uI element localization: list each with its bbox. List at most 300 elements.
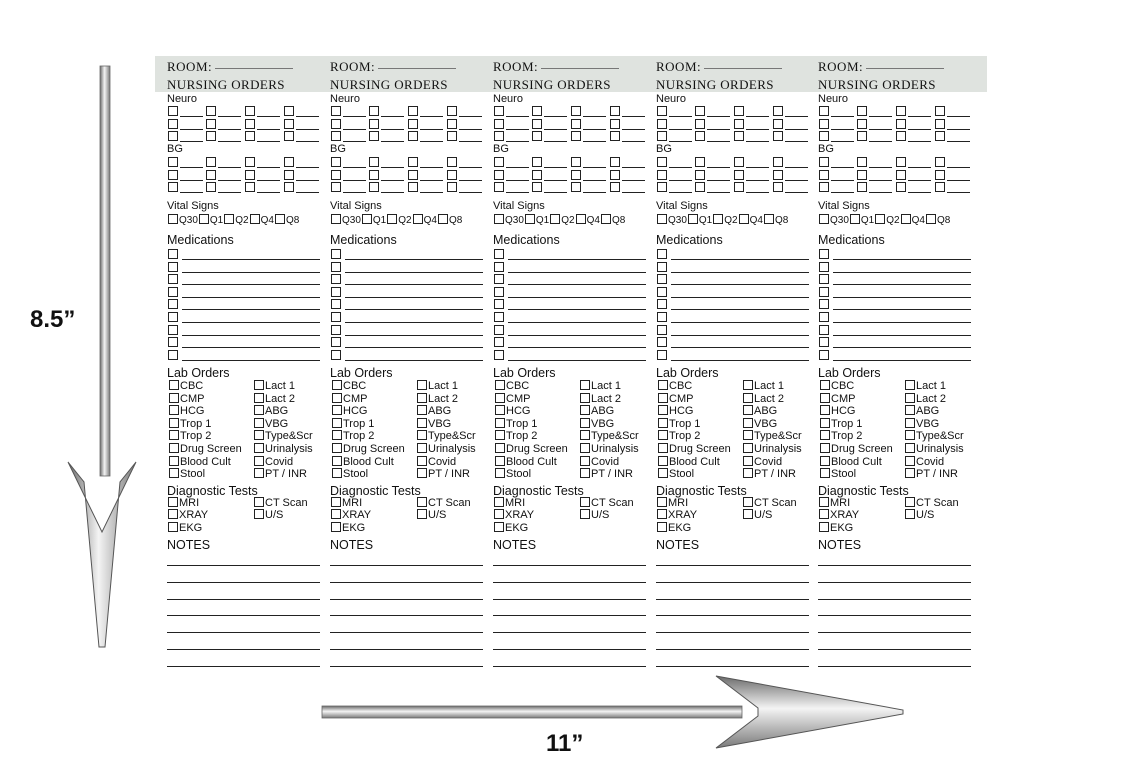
checkbox[interactable] (494, 262, 504, 272)
medication-line[interactable] (345, 347, 483, 348)
entry-line[interactable] (381, 180, 404, 181)
checkbox[interactable] (168, 522, 178, 532)
vital-option[interactable] (168, 214, 198, 226)
checkbox[interactable] (743, 497, 753, 507)
note-line[interactable] (167, 599, 320, 600)
checkbox[interactable] (254, 430, 264, 440)
checkbox[interactable] (532, 170, 542, 180)
checkbox[interactable] (819, 337, 829, 347)
checkbox[interactable] (245, 119, 255, 129)
entry-line[interactable] (180, 141, 203, 142)
vital-option[interactable] (739, 214, 763, 226)
checkbox-item[interactable] (743, 456, 782, 468)
checkbox[interactable] (331, 249, 341, 259)
checkbox[interactable] (169, 405, 179, 415)
checkbox-item[interactable] (254, 497, 308, 509)
checkbox-item[interactable] (332, 430, 374, 442)
checkbox[interactable] (657, 274, 667, 284)
checkbox[interactable] (734, 119, 744, 129)
checkbox[interactable] (495, 443, 505, 453)
checkbox-item[interactable] (331, 509, 371, 521)
medication-line[interactable] (182, 309, 320, 310)
vital-option[interactable] (362, 214, 386, 226)
checkbox[interactable] (417, 380, 427, 390)
checkbox[interactable] (743, 380, 753, 390)
checkbox[interactable] (387, 214, 397, 224)
entry-line[interactable] (180, 192, 203, 193)
entry-line[interactable] (459, 141, 482, 142)
checkbox[interactable] (369, 119, 379, 129)
entry-line[interactable] (869, 180, 892, 181)
checkbox-item[interactable] (580, 430, 639, 442)
checkbox[interactable] (417, 456, 427, 466)
checkbox[interactable] (905, 405, 915, 415)
entry-line[interactable] (947, 192, 970, 193)
checkbox[interactable] (657, 299, 667, 309)
vital-option[interactable] (250, 214, 274, 226)
entry-line[interactable] (831, 116, 854, 117)
room-line[interactable] (378, 68, 456, 69)
checkbox-item[interactable] (658, 380, 692, 392)
checkbox[interactable] (494, 350, 504, 360)
checkbox-item[interactable] (417, 380, 458, 392)
checkbox[interactable] (408, 182, 418, 192)
medication-line[interactable] (345, 322, 483, 323)
entry-line[interactable] (343, 167, 366, 168)
checkbox[interactable] (658, 456, 668, 466)
entry-line[interactable] (544, 192, 567, 193)
note-line[interactable] (493, 632, 646, 633)
note-line[interactable] (493, 599, 646, 600)
entry-line[interactable] (831, 141, 854, 142)
checkbox[interactable] (245, 170, 255, 180)
checkbox-item[interactable] (417, 405, 451, 417)
checkbox[interactable] (284, 157, 294, 167)
checkbox-item[interactable] (580, 380, 621, 392)
checkbox[interactable] (331, 522, 341, 532)
checkbox-item[interactable] (254, 380, 295, 392)
checkbox[interactable] (610, 106, 620, 116)
checkbox[interactable] (168, 249, 178, 259)
checkbox-item[interactable] (169, 380, 203, 392)
checkbox[interactable] (494, 337, 504, 347)
checkbox[interactable] (820, 418, 830, 428)
entry-line[interactable] (420, 167, 443, 168)
vital-option[interactable] (331, 214, 361, 226)
checkbox-item[interactable] (495, 456, 557, 468)
checkbox[interactable] (408, 157, 418, 167)
checkbox[interactable] (199, 214, 209, 224)
entry-line[interactable] (746, 141, 769, 142)
entry-line[interactable] (869, 116, 892, 117)
checkbox-item[interactable] (168, 509, 208, 521)
checkbox-item[interactable] (332, 456, 394, 468)
checkbox[interactable] (734, 182, 744, 192)
vital-option[interactable] (275, 214, 299, 226)
checkbox[interactable] (331, 312, 341, 322)
checkbox[interactable] (857, 131, 867, 141)
entry-line[interactable] (869, 167, 892, 168)
checkbox-item[interactable] (169, 443, 242, 455)
checkbox-item[interactable] (495, 405, 530, 417)
checkbox[interactable] (819, 157, 829, 167)
entry-line[interactable] (869, 129, 892, 130)
checkbox[interactable] (494, 497, 504, 507)
entry-line[interactable] (947, 141, 970, 142)
checkbox-item[interactable] (417, 418, 451, 430)
checkbox-item[interactable] (905, 443, 964, 455)
checkbox[interactable] (857, 119, 867, 129)
checkbox[interactable] (571, 170, 581, 180)
checkbox[interactable] (743, 418, 753, 428)
checkbox[interactable] (580, 393, 590, 403)
checkbox-item[interactable] (417, 430, 476, 442)
medication-line[interactable] (508, 309, 646, 310)
checkbox[interactable] (447, 131, 457, 141)
checkbox[interactable] (168, 337, 178, 347)
checkbox[interactable] (168, 350, 178, 360)
checkbox[interactable] (905, 430, 915, 440)
checkbox-item[interactable] (580, 456, 619, 468)
checkbox-item[interactable] (743, 468, 796, 480)
checkbox[interactable] (369, 170, 379, 180)
checkbox[interactable] (169, 393, 179, 403)
checkbox[interactable] (819, 249, 829, 259)
checkbox[interactable] (739, 214, 749, 224)
entry-line[interactable] (296, 180, 319, 181)
checkbox[interactable] (773, 106, 783, 116)
vital-option[interactable] (901, 214, 925, 226)
entry-line[interactable] (544, 167, 567, 168)
checkbox[interactable] (331, 299, 341, 309)
medication-line[interactable] (345, 284, 483, 285)
entry-line[interactable] (544, 141, 567, 142)
checkbox[interactable] (580, 509, 590, 519)
checkbox-item[interactable] (905, 418, 939, 430)
entry-line[interactable] (707, 141, 730, 142)
checkbox[interactable] (494, 119, 504, 129)
checkbox[interactable] (657, 119, 667, 129)
checkbox-item[interactable] (905, 509, 934, 521)
vital-option[interactable] (601, 214, 625, 226)
medication-line[interactable] (182, 284, 320, 285)
note-line[interactable] (656, 615, 809, 616)
checkbox[interactable] (580, 468, 590, 478)
checkbox[interactable] (331, 287, 341, 297)
checkbox[interactable] (284, 119, 294, 129)
checkbox[interactable] (206, 131, 216, 141)
entry-line[interactable] (707, 116, 730, 117)
checkbox[interactable] (438, 214, 448, 224)
checkbox[interactable] (901, 214, 911, 224)
checkbox[interactable] (905, 393, 915, 403)
checkbox[interactable] (447, 170, 457, 180)
checkbox[interactable] (168, 214, 178, 224)
entry-line[interactable] (746, 129, 769, 130)
checkbox-item[interactable] (494, 497, 525, 509)
note-line[interactable] (330, 666, 483, 667)
entry-line[interactable] (869, 192, 892, 193)
medication-line[interactable] (508, 335, 646, 336)
entry-line[interactable] (583, 192, 606, 193)
medication-line[interactable] (671, 284, 809, 285)
medication-line[interactable] (833, 360, 971, 361)
medication-line[interactable] (345, 272, 483, 273)
checkbox[interactable] (658, 430, 668, 440)
checkbox-item[interactable] (417, 393, 458, 405)
medication-line[interactable] (345, 297, 483, 298)
checkbox[interactable] (331, 350, 341, 360)
medication-line[interactable] (833, 322, 971, 323)
checkbox[interactable] (331, 274, 341, 284)
checkbox[interactable] (819, 312, 829, 322)
entry-line[interactable] (296, 141, 319, 142)
medication-line[interactable] (345, 259, 483, 260)
checkbox-item[interactable] (820, 443, 893, 455)
checkbox-item[interactable] (331, 522, 365, 534)
entry-line[interactable] (785, 192, 808, 193)
entry-line[interactable] (459, 180, 482, 181)
entry-line[interactable] (218, 180, 241, 181)
checkbox-item[interactable] (494, 522, 528, 534)
note-line[interactable] (493, 582, 646, 583)
entry-line[interactable] (707, 180, 730, 181)
medication-line[interactable] (671, 309, 809, 310)
checkbox[interactable] (819, 182, 829, 192)
entry-line[interactable] (218, 192, 241, 193)
checkbox[interactable] (819, 262, 829, 272)
checkbox[interactable] (362, 214, 372, 224)
checkbox-item[interactable] (658, 443, 731, 455)
checkbox[interactable] (905, 443, 915, 453)
note-line[interactable] (656, 582, 809, 583)
checkbox[interactable] (169, 418, 179, 428)
checkbox-item[interactable] (332, 405, 367, 417)
checkbox[interactable] (254, 380, 264, 390)
checkbox[interactable] (935, 131, 945, 141)
vital-option[interactable] (576, 214, 600, 226)
checkbox[interactable] (206, 170, 216, 180)
checkbox[interactable] (820, 468, 830, 478)
checkbox[interactable] (417, 497, 427, 507)
checkbox-item[interactable] (417, 456, 456, 468)
checkbox[interactable] (905, 509, 915, 519)
vital-option[interactable] (413, 214, 437, 226)
checkbox-item[interactable] (743, 380, 784, 392)
checkbox-item[interactable] (657, 509, 697, 521)
checkbox[interactable] (657, 350, 667, 360)
entry-line[interactable] (831, 167, 854, 168)
note-line[interactable] (167, 582, 320, 583)
entry-line[interactable] (257, 167, 280, 168)
entry-line[interactable] (381, 192, 404, 193)
entry-line[interactable] (506, 116, 529, 117)
checkbox[interactable] (224, 214, 234, 224)
checkbox-item[interactable] (743, 509, 772, 521)
vital-option[interactable] (494, 214, 524, 226)
checkbox[interactable] (494, 509, 504, 519)
checkbox[interactable] (658, 418, 668, 428)
checkbox[interactable] (494, 522, 504, 532)
checkbox-item[interactable] (905, 497, 959, 509)
note-line[interactable] (330, 632, 483, 633)
checkbox-item[interactable] (905, 380, 946, 392)
checkbox-item[interactable] (417, 443, 476, 455)
checkbox[interactable] (773, 131, 783, 141)
checkbox[interactable] (495, 430, 505, 440)
entry-line[interactable] (622, 192, 645, 193)
checkbox-item[interactable] (820, 418, 862, 430)
checkbox[interactable] (743, 456, 753, 466)
checkbox[interactable] (495, 418, 505, 428)
checkbox[interactable] (580, 443, 590, 453)
checkbox[interactable] (743, 430, 753, 440)
checkbox[interactable] (494, 287, 504, 297)
entry-line[interactable] (180, 116, 203, 117)
checkbox[interactable] (168, 170, 178, 180)
room-field[interactable] (818, 59, 944, 75)
checkbox-item[interactable] (495, 468, 531, 480)
vital-option[interactable] (550, 214, 574, 226)
checkbox[interactable] (657, 337, 667, 347)
checkbox-item[interactable] (169, 418, 211, 430)
checkbox-item[interactable] (819, 509, 859, 521)
checkbox[interactable] (820, 380, 830, 390)
entry-line[interactable] (506, 167, 529, 168)
checkbox-item[interactable] (658, 393, 693, 405)
checkbox[interactable] (819, 509, 829, 519)
checkbox[interactable] (284, 106, 294, 116)
checkbox[interactable] (764, 214, 774, 224)
checkbox-item[interactable] (495, 443, 568, 455)
checkbox[interactable] (284, 170, 294, 180)
checkbox-item[interactable] (254, 405, 288, 417)
medication-line[interactable] (833, 347, 971, 348)
checkbox[interactable] (254, 418, 264, 428)
vital-option[interactable] (764, 214, 788, 226)
entry-line[interactable] (669, 192, 692, 193)
medication-line[interactable] (508, 284, 646, 285)
checkbox[interactable] (819, 522, 829, 532)
checkbox[interactable] (935, 170, 945, 180)
checkbox-item[interactable] (658, 456, 720, 468)
entry-line[interactable] (707, 129, 730, 130)
checkbox[interactable] (494, 249, 504, 259)
checkbox[interactable] (245, 182, 255, 192)
checkbox[interactable] (494, 274, 504, 284)
checkbox[interactable] (905, 380, 915, 390)
checkbox[interactable] (695, 157, 705, 167)
checkbox[interactable] (369, 131, 379, 141)
note-line[interactable] (493, 666, 646, 667)
entry-line[interactable] (506, 129, 529, 130)
checkbox-item[interactable] (743, 393, 784, 405)
entry-line[interactable] (669, 116, 692, 117)
entry-line[interactable] (257, 180, 280, 181)
note-line[interactable] (656, 649, 809, 650)
vital-option[interactable] (525, 214, 549, 226)
checkbox[interactable] (168, 312, 178, 322)
checkbox[interactable] (658, 443, 668, 453)
checkbox-item[interactable] (169, 405, 204, 417)
checkbox[interactable] (935, 182, 945, 192)
entry-line[interactable] (908, 129, 931, 130)
checkbox[interactable] (254, 393, 264, 403)
room-field[interactable] (167, 59, 293, 75)
checkbox[interactable] (369, 182, 379, 192)
checkbox[interactable] (331, 509, 341, 519)
checkbox[interactable] (857, 157, 867, 167)
medication-line[interactable] (671, 297, 809, 298)
checkbox[interactable] (408, 131, 418, 141)
note-line[interactable] (493, 615, 646, 616)
entry-line[interactable] (343, 129, 366, 130)
checkbox-item[interactable] (417, 497, 471, 509)
checkbox[interactable] (571, 119, 581, 129)
entry-line[interactable] (420, 141, 443, 142)
vital-option[interactable] (688, 214, 712, 226)
checkbox[interactable] (820, 456, 830, 466)
medication-line[interactable] (508, 259, 646, 260)
checkbox[interactable] (494, 106, 504, 116)
medication-line[interactable] (345, 360, 483, 361)
checkbox[interactable] (331, 157, 341, 167)
entry-line[interactable] (947, 116, 970, 117)
checkbox[interactable] (820, 430, 830, 440)
checkbox-item[interactable] (495, 430, 537, 442)
checkbox[interactable] (417, 418, 427, 428)
medication-line[interactable] (671, 347, 809, 348)
checkbox-item[interactable] (819, 522, 853, 534)
checkbox[interactable] (896, 119, 906, 129)
checkbox-item[interactable] (417, 468, 470, 480)
entry-line[interactable] (381, 129, 404, 130)
medication-line[interactable] (833, 284, 971, 285)
vital-option[interactable] (199, 214, 223, 226)
checkbox[interactable] (495, 405, 505, 415)
entry-line[interactable] (583, 180, 606, 181)
checkbox[interactable] (819, 350, 829, 360)
entry-line[interactable] (381, 116, 404, 117)
checkbox-item[interactable] (658, 418, 700, 430)
checkbox-item[interactable] (169, 456, 231, 468)
checkbox-item[interactable] (580, 393, 621, 405)
checkbox[interactable] (168, 182, 178, 192)
checkbox[interactable] (245, 157, 255, 167)
note-line[interactable] (818, 615, 971, 616)
entry-line[interactable] (622, 180, 645, 181)
entry-line[interactable] (544, 116, 567, 117)
checkbox[interactable] (571, 182, 581, 192)
entry-line[interactable] (831, 192, 854, 193)
checkbox[interactable] (206, 157, 216, 167)
checkbox[interactable] (657, 287, 667, 297)
vital-option[interactable] (875, 214, 899, 226)
checkbox-item[interactable] (332, 380, 366, 392)
note-line[interactable] (818, 582, 971, 583)
room-line[interactable] (215, 68, 293, 69)
checkbox[interactable] (935, 119, 945, 129)
checkbox-item[interactable] (657, 522, 691, 534)
checkbox[interactable] (819, 119, 829, 129)
checkbox-item[interactable] (743, 497, 797, 509)
medication-line[interactable] (833, 259, 971, 260)
checkbox[interactable] (610, 119, 620, 129)
checkbox[interactable] (206, 119, 216, 129)
checkbox[interactable] (713, 214, 723, 224)
checkbox-item[interactable] (495, 418, 537, 430)
checkbox-item[interactable] (657, 497, 688, 509)
